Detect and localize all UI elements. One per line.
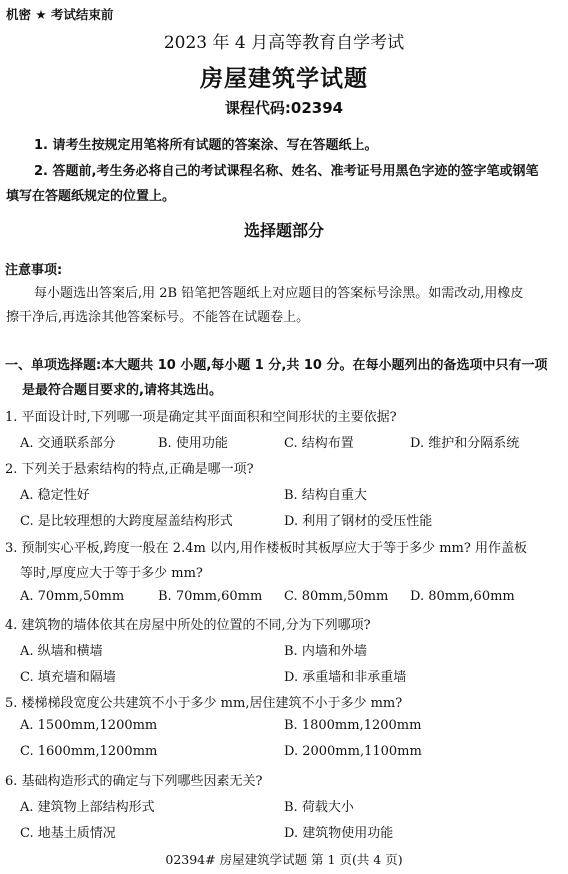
question-1-stem: 1. 平面设计时,下列哪一项是确定其平面面积和空间形状的主要依据? [5, 410, 397, 425]
confidential-mark: 机密 ★ 考试结束前 [6, 7, 114, 22]
question-6-option-c: C. 地基土质情况 [20, 826, 116, 841]
question-6-stem: 6. 基础构造形式的确定与下列哪些因素无关? [5, 774, 263, 789]
question-2-option-b: B. 结构自重大 [284, 488, 367, 503]
exam-title: 2023 年 4 月高等教育自学考试 [163, 33, 405, 53]
part1-heading-line-1: 一、单项选择题:本大题共 10 小题,每小题 1 分,共 10 分。在每小题列出的备选项中只有一项 [5, 358, 548, 373]
instruction-line-1: 1. 请考生按规定用笔将所有试题的答案涂、写在答题纸上。 [34, 138, 378, 153]
question-1-option-d: D. 维护和分隔系统 [410, 436, 520, 451]
notice-line-1: 每小题选出答案后,用 2B 铅笔把答题纸上对应题目的答案标号涂黑。如需改动,用橡皮 [34, 286, 524, 301]
question-2-option-d: D. 利用了钢材的受压性能 [284, 514, 433, 529]
question-2-stem: 2. 下列关于悬索结构的特点,正确是哪一项? [5, 462, 254, 477]
question-1-option-a: A. 交通联系部分 [20, 436, 116, 451]
page-footer: 02394# 房屋建筑学试题 第 1 页(共 4 页) [165, 852, 403, 867]
instruction-line-2b: 填写在答题纸规定的位置上。 [6, 189, 176, 204]
course-code: 课程代码:02394 [224, 99, 344, 117]
question-4-stem: 4. 建筑物的墙体依其在房屋中所处的位置的不同,分为下列哪项? [5, 618, 371, 633]
part1-heading-line-2: 是最符合题目要求的,请将其选出。 [22, 383, 222, 398]
question-1-option-c: C. 结构布置 [284, 436, 354, 451]
question-3-stem-continued: 等时,厚度应大于等于多少 mm? [20, 566, 203, 581]
question-2-option-c: C. 是比较理想的大跨度屋盖结构形式 [20, 514, 233, 529]
notice-heading: 注意事项: [5, 263, 63, 278]
question-3-option-c: C. 80mm,50mm [284, 589, 389, 604]
notice-line-2: 擦干净后,再选涂其他答案标号。不能答在试题卷上。 [6, 310, 310, 325]
subject-title: 房屋建筑学试题 [200, 66, 368, 92]
question-5-option-b: B. 1800mm,1200mm [284, 718, 422, 733]
instruction-line-2a: 2. 答题前,考生务必将自己的考试课程名称、姓名、准考证号用黑色字迹的签字笔或钢笔 [34, 164, 539, 179]
question-1-option-b: B. 使用功能 [158, 436, 228, 451]
question-4-option-b: B. 内墙和外墙 [284, 644, 367, 659]
question-5-option-d: D. 2000mm,1100mm [284, 744, 422, 759]
section-title: 选择题部分 [243, 221, 324, 240]
question-4-option-a: A. 纵墙和横墙 [20, 644, 103, 659]
question-5-option-c: C. 1600mm,1200mm [20, 744, 158, 759]
question-2-option-a: A. 稳定性好 [20, 488, 90, 503]
question-6-option-b: B. 荷载大小 [284, 800, 354, 815]
question-6-option-a: A. 建筑物上部结构形式 [20, 800, 155, 815]
question-3-option-a: A. 70mm,50mm [20, 589, 125, 604]
question-6-option-d: D. 建筑物使用功能 [284, 826, 394, 841]
question-4-option-d: D. 承重墙和非承重墙 [284, 670, 407, 685]
question-3-option-d: D. 80mm,60mm [410, 589, 515, 604]
question-3-option-b: B. 70mm,60mm [158, 589, 263, 604]
question-3-stem: 3. 预制实心平板,跨度一般在 2.4m 以内,用作楼板时其板厚应大于等于多少 mm? 用作盖板 [5, 541, 527, 556]
question-4-option-c: C. 填充墙和隔墙 [20, 670, 116, 685]
question-5-stem: 5. 楼梯梯段宽度公共建筑不小于多少 mm,居住建筑不小于多少 mm? [5, 696, 403, 711]
question-5-option-a: A. 1500mm,1200mm [20, 718, 158, 733]
